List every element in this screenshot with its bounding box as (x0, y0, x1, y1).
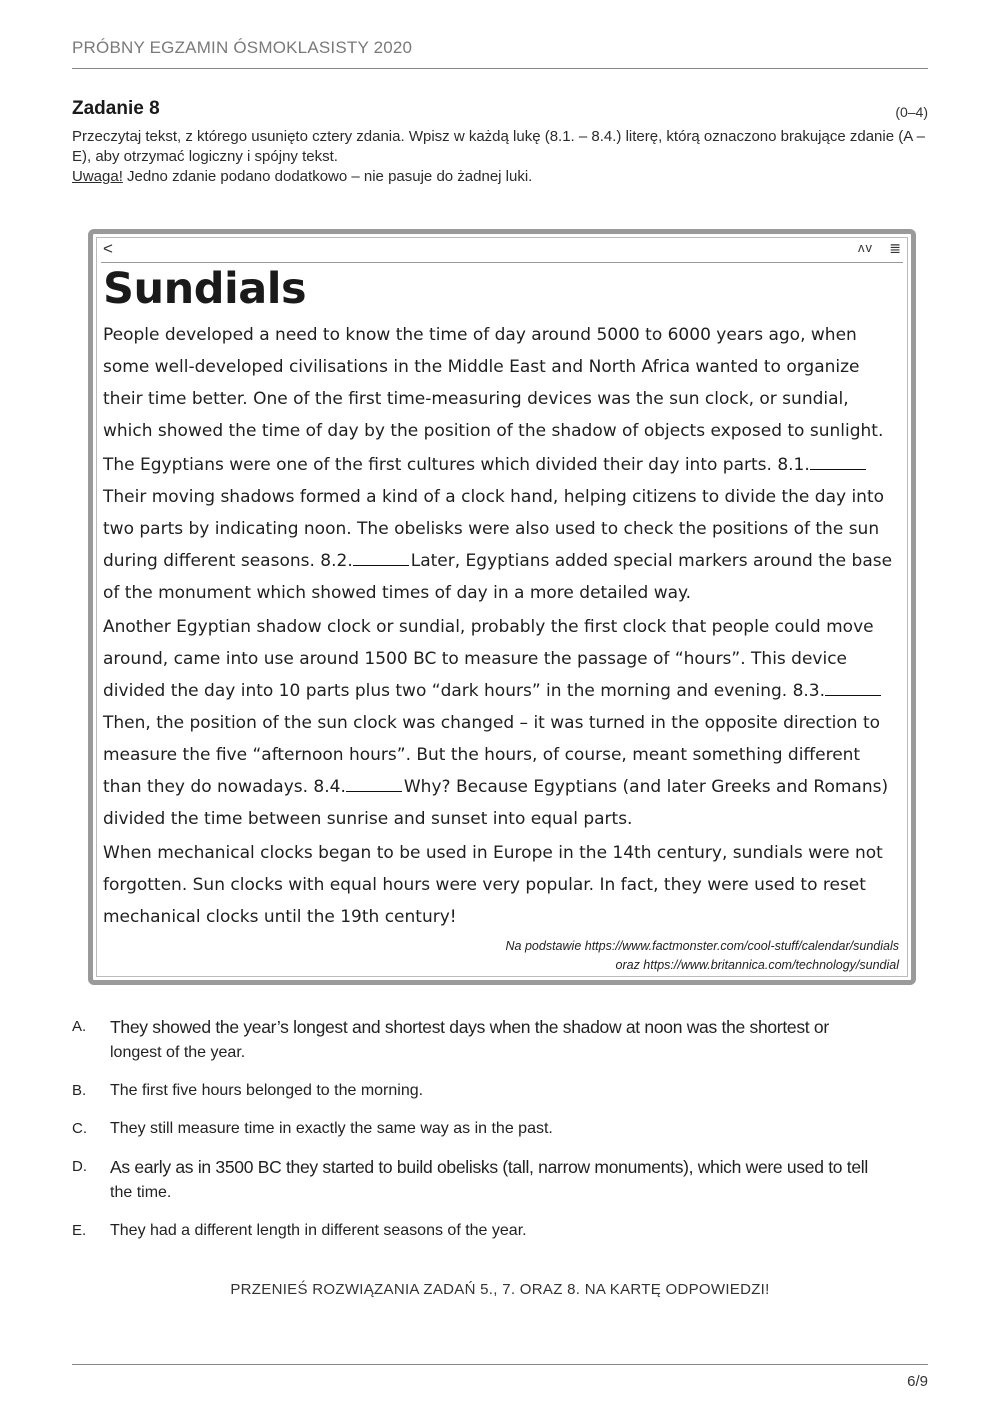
paragraph-3-part-b: Then, the position of the sun clock was changed – it was turned in the opposite direction to measure the five “afternoon hours”. But the hours, of course, meant something different than they do nowadays. 8.4. (103, 713, 881, 797)
option-letter: E. (72, 1222, 87, 1239)
article-body (103, 319, 903, 935)
option-text: The first five hours belonged to the morning. (110, 1082, 424, 1099)
paragraph-2-part-b: Their moving shadows formed a kind of a clock hand, helping citizens to divide the day into two parts by indicating noon. The obelisks were also used to check the positions of the sun during different seasons. 8.2. (103, 487, 885, 571)
header-divider (72, 68, 928, 69)
reader-toolbar (101, 239, 903, 263)
source-line-1: Na podstawie https://www.factmonster.com/cool-stuff/calendar/sundials (505, 939, 899, 953)
option-letter: B. (72, 1082, 87, 1099)
paragraph-2 (103, 449, 903, 609)
paragraph-2-part-a: The Egyptians were one of the first cultures which divided their day into parts. 8.1. (103, 455, 810, 475)
paragraph-3-part-a: Another Egyptian shadow clock or sundial, probably the first clock that people could move around, came into use around 1500 BC to measure the passage of “hours”. This device divided the day into 10 parts plus two “dark hours” in the morning and evening. 8.3. (103, 617, 874, 701)
option-text: They still measure time in exactly the same way as in the past. (110, 1120, 553, 1137)
paragraph-4: When mechanical clocks began to be used in Europe in the 14th century, sundials were not forgotten. Sun clocks with equal hours were very popular. In fact, they were used to reset mechanical clocks until the 19th century! (103, 843, 883, 927)
reader-frame (88, 229, 916, 985)
article-title: Sundials (103, 264, 307, 314)
option-d (72, 1155, 932, 1205)
option-text: They had a different length in different seasons of the year. (110, 1222, 527, 1239)
up-down-arrows-icon[interactable]: ʌv (858, 240, 873, 255)
answer-options (72, 1015, 932, 1257)
task-title: Zadanie 8 (72, 98, 160, 119)
answer-gap-8-1[interactable] (810, 468, 866, 470)
menu-icon[interactable]: ≣ (889, 240, 901, 256)
paragraph-2-part-c: Later, Egyptians added special markers around the base of the monument which showed times of day in a more detailed way. (103, 551, 893, 603)
option-a (72, 1015, 932, 1065)
option-letter: D. (72, 1158, 87, 1175)
page-number: 6/9 (907, 1373, 928, 1390)
answer-gap-8-2[interactable] (353, 564, 409, 566)
option-lead-text: As early as in 3500 BC they started to build obelisks (tall, narrow monuments), which were used to tell (110, 1157, 868, 1177)
option-lead-text: They showed the year’s longest and shortest days when the shadow at noon was the shortest or (110, 1017, 829, 1037)
paragraph-3 (103, 611, 903, 835)
footer-divider (72, 1364, 928, 1365)
task-instructions (72, 127, 932, 187)
option-b (72, 1079, 932, 1103)
option-e (72, 1219, 932, 1243)
answer-gap-8-3[interactable] (825, 694, 881, 696)
option-letter: C. (72, 1120, 87, 1137)
note-label: Uwaga! (72, 168, 123, 185)
answer-gap-8-4[interactable] (346, 790, 402, 792)
option-letter: A. (72, 1018, 87, 1035)
source-line-2: oraz https://www.britannica.com/technology/sundial (615, 958, 899, 972)
task-points: (0–4) (895, 104, 928, 120)
paragraph-1: People developed a need to know the time of day around 5000 to 6000 years ago, when some well-developed civilisations in the Middle East and North Africa wanted to organize their time better. One of the first time-measuring devices was the sun clock, or sundial, which showed the time of day by the position of the shadow of objects exposed to sunlight. (103, 325, 884, 441)
option-c (72, 1117, 932, 1141)
paragraph-3-part-c: Why? Because Egyptians (and later Greeks and Romans) divided the time between sunrise and sunset into equal parts. (103, 777, 889, 829)
back-icon[interactable]: < (103, 239, 113, 258)
transfer-answers-note: PRZENIEŚ ROZWIĄZANIA ZADAŃ 5., 7. ORAZ 8. NA KARTĘ ODPOWIEDZI! (230, 1281, 770, 1298)
option-text: longest of the year. (110, 1044, 246, 1061)
instruction-text: Przeczytaj tekst, z którego usunięto cztery zdania. Wpisz w każdą lukę (8.1. – 8.4.) literę, którą oznaczono brakujące zdanie (A – E), aby otrzymać logiczny i spójny tekst. (72, 128, 925, 165)
exam-header-title: PRÓBNY EGZAMIN ÓSMOKLASISTY 2020 (72, 38, 413, 57)
option-text: the time. (110, 1184, 172, 1201)
note-text: Jedno zdanie podano dodatkowo – nie pasuje do żadnej luki. (122, 168, 533, 185)
source-citation (506, 937, 899, 975)
